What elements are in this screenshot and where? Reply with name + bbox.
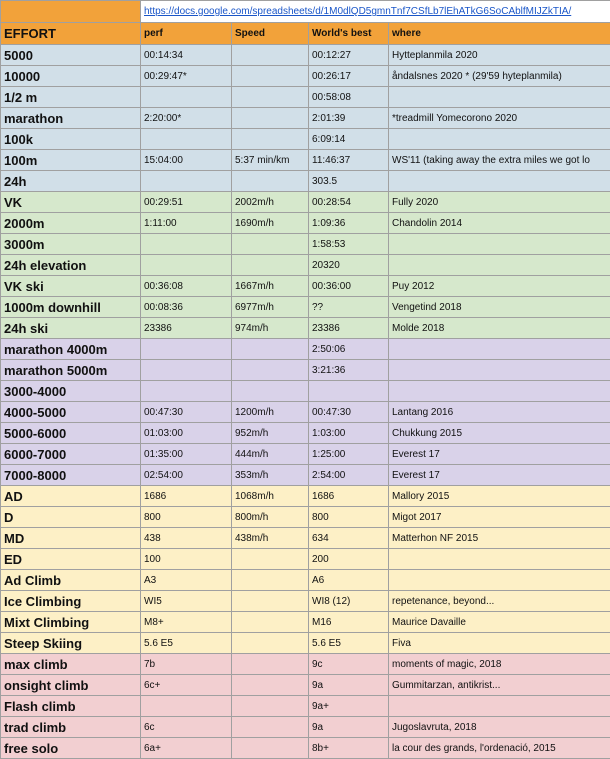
cell-effort[interactable]: VK <box>1 192 141 213</box>
cell-effort[interactable]: 2000m <box>1 213 141 234</box>
cell-best[interactable]: 00:28:54 <box>309 192 389 213</box>
cell-where[interactable]: Maurice Davaille <box>389 612 610 633</box>
cell-perf[interactable]: 6a+ <box>141 738 232 759</box>
cell-where[interactable]: Migot 2017 <box>389 507 610 528</box>
cell-speed[interactable] <box>232 108 309 129</box>
cell-effort[interactable]: 24h ski <box>1 318 141 339</box>
table-row <box>1 360 610 381</box>
cell-perf[interactable]: 1686 <box>141 486 232 507</box>
cell-best[interactable]: 8b+ <box>309 738 389 759</box>
cell-effort[interactable]: marathon 4000m <box>1 339 141 360</box>
cell-where[interactable]: Hytteplanmila 2020 <box>389 45 610 66</box>
table-row <box>1 66 610 87</box>
cell-where[interactable]: Fiva <box>389 633 610 654</box>
cell-effort[interactable]: onsight climb <box>1 675 141 696</box>
header-effort: EFFORT <box>1 23 141 45</box>
table-row <box>1 45 610 66</box>
cell-where[interactable]: Lantang 2016 <box>389 402 610 423</box>
cell-speed[interactable] <box>232 591 309 612</box>
header-row <box>1 23 610 45</box>
cell-best[interactable]: 9a+ <box>309 696 389 717</box>
cell-where[interactable]: Mallory 2015 <box>389 486 610 507</box>
link-row <box>1 1 610 23</box>
cell-perf[interactable]: 1:11:00 <box>141 213 232 234</box>
cell-best[interactable]: 00:47:30 <box>309 402 389 423</box>
table-row <box>1 339 610 360</box>
table-row <box>1 381 610 402</box>
cell-best[interactable]: 1:03:00 <box>309 423 389 444</box>
table-row <box>1 633 610 654</box>
cell-perf[interactable]: 15:04:00 <box>141 150 232 171</box>
cell-speed[interactable] <box>232 45 309 66</box>
cell-perf[interactable]: 100 <box>141 549 232 570</box>
cell-best[interactable]: 200 <box>309 549 389 570</box>
table-row <box>1 276 610 297</box>
cell-best[interactable]: 00:58:08 <box>309 87 389 108</box>
cell-perf[interactable]: 00:29:47* <box>141 66 232 87</box>
cell-best[interactable]: 9c <box>309 654 389 675</box>
cell-speed[interactable] <box>232 87 309 108</box>
cell-effort[interactable]: trad climb <box>1 717 141 738</box>
cell-effort[interactable]: max climb <box>1 654 141 675</box>
cell-where[interactable] <box>389 549 610 570</box>
cell-effort[interactable]: 5000-6000 <box>1 423 141 444</box>
cell-best[interactable]: 23386 <box>309 318 389 339</box>
cell-perf[interactable] <box>141 87 232 108</box>
cell-speed[interactable] <box>232 255 309 276</box>
cell-perf[interactable]: 02:54:00 <box>141 465 232 486</box>
table-row <box>1 675 610 696</box>
table-row <box>1 423 610 444</box>
cell-perf[interactable]: 23386 <box>141 318 232 339</box>
cell-where[interactable]: Gummitarzan, antikrist... <box>389 675 610 696</box>
cell-effort[interactable]: marathon 5000m <box>1 360 141 381</box>
cell-speed[interactable] <box>232 66 309 87</box>
cell-effort[interactable]: 4000-5000 <box>1 402 141 423</box>
cell-perf[interactable]: WI5 <box>141 591 232 612</box>
cell-best[interactable]: 11:46:37 <box>309 150 389 171</box>
table-row <box>1 192 610 213</box>
cell-speed[interactable] <box>232 129 309 150</box>
cell-best[interactable]: A6 <box>309 570 389 591</box>
cell-effort[interactable]: 24h elevation <box>1 255 141 276</box>
cell-effort[interactable]: free solo <box>1 738 141 759</box>
table-row <box>1 150 610 171</box>
cell-speed[interactable] <box>232 360 309 381</box>
cell-effort[interactable]: 1000m downhill <box>1 297 141 318</box>
cell-speed[interactable] <box>232 675 309 696</box>
table-row <box>1 654 610 675</box>
cell-best[interactable]: 00:12:27 <box>309 45 389 66</box>
cell-effort[interactable]: 6000-7000 <box>1 444 141 465</box>
cell-best[interactable]: 3:21:36 <box>309 360 389 381</box>
cell-effort[interactable]: AD <box>1 486 141 507</box>
cell-perf[interactable] <box>141 381 232 402</box>
cell-best[interactable]: 1:25:00 <box>309 444 389 465</box>
cell-best[interactable]: 634 <box>309 528 389 549</box>
table-row <box>1 465 610 486</box>
cell-perf[interactable] <box>141 339 232 360</box>
cell-effort[interactable]: 1/2 m <box>1 87 141 108</box>
cell-where[interactable]: *treadmill Yomecorono 2020 <box>389 108 610 129</box>
table-row <box>1 297 610 318</box>
table-row <box>1 528 610 549</box>
cell-speed[interactable] <box>232 738 309 759</box>
cell-effort[interactable]: VK ski <box>1 276 141 297</box>
cell-effort[interactable]: 24h <box>1 171 141 192</box>
cell-speed[interactable] <box>232 234 309 255</box>
cell-where[interactable]: moments of magic, 2018 <box>389 654 610 675</box>
cell-effort[interactable]: Ice Climbing <box>1 591 141 612</box>
cell-where[interactable] <box>389 87 610 108</box>
cell-perf[interactable]: 00:47:30 <box>141 402 232 423</box>
cell-speed[interactable]: 444m/h <box>232 444 309 465</box>
cell-speed[interactable]: 6977m/h <box>232 297 309 318</box>
cell-speed[interactable]: 800m/h <box>232 507 309 528</box>
cell-best[interactable]: 20320 <box>309 255 389 276</box>
table-row <box>1 234 610 255</box>
table-row <box>1 717 610 738</box>
cell-where[interactable]: Chandolin 2014 <box>389 213 610 234</box>
cell-speed[interactable]: 1068m/h <box>232 486 309 507</box>
cell-speed[interactable]: 2002m/h <box>232 192 309 213</box>
cell-best[interactable]: 2:50:06 <box>309 339 389 360</box>
cell-best[interactable]: ?? <box>309 297 389 318</box>
cell-where[interactable]: Puy 2012 <box>389 276 610 297</box>
cell-where[interactable]: åndalsnes 2020 * (29'59 hyteplanmila) <box>389 66 610 87</box>
cell-effort[interactable]: Flash climb <box>1 696 141 717</box>
cell-where[interactable]: Jugoslavruta, 2018 <box>389 717 610 738</box>
cell-where[interactable] <box>389 570 610 591</box>
cell-perf[interactable]: M8+ <box>141 612 232 633</box>
cell-perf[interactable] <box>141 255 232 276</box>
cell-perf[interactable] <box>141 171 232 192</box>
cell-where[interactable]: Everest 17 <box>389 444 610 465</box>
cell-perf[interactable]: 01:03:00 <box>141 423 232 444</box>
cell-best[interactable]: 2:54:00 <box>309 465 389 486</box>
table-row <box>1 108 610 129</box>
table-row <box>1 318 610 339</box>
table-row <box>1 696 610 717</box>
cell-perf[interactable]: 01:35:00 <box>141 444 232 465</box>
cell-best[interactable]: 5.6 E5 <box>309 633 389 654</box>
cell-perf[interactable]: 00:14:34 <box>141 45 232 66</box>
cell-where[interactable]: repetenance, beyond... <box>389 591 610 612</box>
cell-perf[interactable]: 6c <box>141 717 232 738</box>
cell-where[interactable]: la cour des grands, l'ordenació, 2015 <box>389 738 610 759</box>
cell-where[interactable] <box>389 360 610 381</box>
cell-where[interactable] <box>389 234 610 255</box>
cell-effort[interactable]: 100m <box>1 150 141 171</box>
cell-where[interactable] <box>389 129 610 150</box>
cell-perf[interactable] <box>141 360 232 381</box>
cell-speed[interactable] <box>232 696 309 717</box>
cell-best[interactable] <box>309 381 389 402</box>
cell-best[interactable]: 2:01:39 <box>309 108 389 129</box>
cell-perf[interactable]: 00:08:36 <box>141 297 232 318</box>
cell-effort[interactable]: D <box>1 507 141 528</box>
header-best: World's best <box>309 23 389 45</box>
cell-best[interactable]: M16 <box>309 612 389 633</box>
header-where: where <box>389 23 610 45</box>
cell-effort[interactable]: Mixt Climbing <box>1 612 141 633</box>
cell-speed[interactable]: 1667m/h <box>232 276 309 297</box>
cell-perf[interactable]: A3 <box>141 570 232 591</box>
cell-best[interactable]: 800 <box>309 507 389 528</box>
corner-cell <box>1 1 141 23</box>
cell-speed[interactable] <box>232 339 309 360</box>
cell-speed[interactable] <box>232 717 309 738</box>
cell-perf[interactable]: 6c+ <box>141 675 232 696</box>
cell-where[interactable]: Fully 2020 <box>389 192 610 213</box>
cell-where[interactable]: Chukkung 2015 <box>389 423 610 444</box>
table-row <box>1 171 610 192</box>
cell-speed[interactable] <box>232 654 309 675</box>
cell-where[interactable]: Everest 17 <box>389 465 610 486</box>
cell-speed[interactable] <box>232 381 309 402</box>
cell-effort[interactable]: 3000m <box>1 234 141 255</box>
table-row <box>1 486 610 507</box>
cell-where[interactable] <box>389 339 610 360</box>
table-row <box>1 738 610 759</box>
cell-where[interactable] <box>389 255 610 276</box>
cell-best[interactable]: 9a <box>309 717 389 738</box>
spreadsheet-link[interactable]: https://docs.google.com/spreadsheets/d/1M0dlQD5gmnTnf7CSfLb7lEhATkG6SoCAblfMIJZkTIA/ <box>141 1 610 23</box>
table-row <box>1 255 610 276</box>
cell-where[interactable] <box>389 381 610 402</box>
table-row <box>1 87 610 108</box>
cell-effort[interactable]: Steep Skiing <box>1 633 141 654</box>
cell-effort[interactable]: 5000 <box>1 45 141 66</box>
cell-perf[interactable]: 00:36:08 <box>141 276 232 297</box>
cell-perf[interactable]: 800 <box>141 507 232 528</box>
cell-speed[interactable]: 5:37 min/km <box>232 150 309 171</box>
table-row <box>1 444 610 465</box>
cell-speed[interactable] <box>232 171 309 192</box>
cell-best[interactable]: 1:09:36 <box>309 213 389 234</box>
cell-best[interactable]: 6:09:14 <box>309 129 389 150</box>
cell-where[interactable] <box>389 696 610 717</box>
cell-speed[interactable]: 1690m/h <box>232 213 309 234</box>
cell-where[interactable]: Vengetind 2018 <box>389 297 610 318</box>
cell-effort[interactable]: 10000 <box>1 66 141 87</box>
cell-where[interactable] <box>389 171 610 192</box>
cell-effort[interactable]: Ad Climb <box>1 570 141 591</box>
table-row <box>1 591 610 612</box>
cell-speed[interactable]: 438m/h <box>232 528 309 549</box>
cell-effort[interactable]: 100k <box>1 129 141 150</box>
table-row <box>1 612 610 633</box>
cell-perf[interactable]: 2:20:00* <box>141 108 232 129</box>
header-perf: perf <box>141 23 232 45</box>
cell-where[interactable]: Molde 2018 <box>389 318 610 339</box>
table-row <box>1 213 610 234</box>
cell-effort[interactable]: MD <box>1 528 141 549</box>
cell-where[interactable]: WS'11 (taking away the extra miles we got lo <box>389 150 610 171</box>
header-speed: Speed <box>232 23 309 45</box>
table-row <box>1 570 610 591</box>
cell-best[interactable]: 00:36:00 <box>309 276 389 297</box>
cell-speed[interactable] <box>232 633 309 654</box>
cell-best[interactable]: 00:26:17 <box>309 66 389 87</box>
cell-where[interactable]: Matterhon NF 2015 <box>389 528 610 549</box>
cell-speed[interactable]: 353m/h <box>232 465 309 486</box>
cell-perf[interactable]: 00:29:51 <box>141 192 232 213</box>
table-row <box>1 402 610 423</box>
table-row <box>1 549 610 570</box>
cell-effort[interactable]: ED <box>1 549 141 570</box>
cell-perf[interactable]: 438 <box>141 528 232 549</box>
table-row <box>1 129 610 150</box>
cell-speed[interactable] <box>232 570 309 591</box>
cell-best[interactable]: 9a <box>309 675 389 696</box>
cell-best[interactable]: 1686 <box>309 486 389 507</box>
cell-perf[interactable] <box>141 234 232 255</box>
cell-perf[interactable] <box>141 696 232 717</box>
cell-best[interactable]: 303.5 <box>309 171 389 192</box>
cell-effort[interactable]: 7000-8000 <box>1 465 141 486</box>
cell-perf[interactable]: 7b <box>141 654 232 675</box>
cell-best[interactable]: WI8 (12) <box>309 591 389 612</box>
cell-speed[interactable]: 974m/h <box>232 318 309 339</box>
cell-speed[interactable] <box>232 612 309 633</box>
cell-effort[interactable]: 3000-4000 <box>1 381 141 402</box>
cell-speed[interactable]: 1200m/h <box>232 402 309 423</box>
cell-effort[interactable]: marathon <box>1 108 141 129</box>
cell-speed[interactable]: 952m/h <box>232 423 309 444</box>
cell-perf[interactable] <box>141 129 232 150</box>
cell-best[interactable]: 1:58:53 <box>309 234 389 255</box>
table-row <box>1 507 610 528</box>
cell-perf[interactable]: 5.6 E5 <box>141 633 232 654</box>
cell-speed[interactable] <box>232 549 309 570</box>
